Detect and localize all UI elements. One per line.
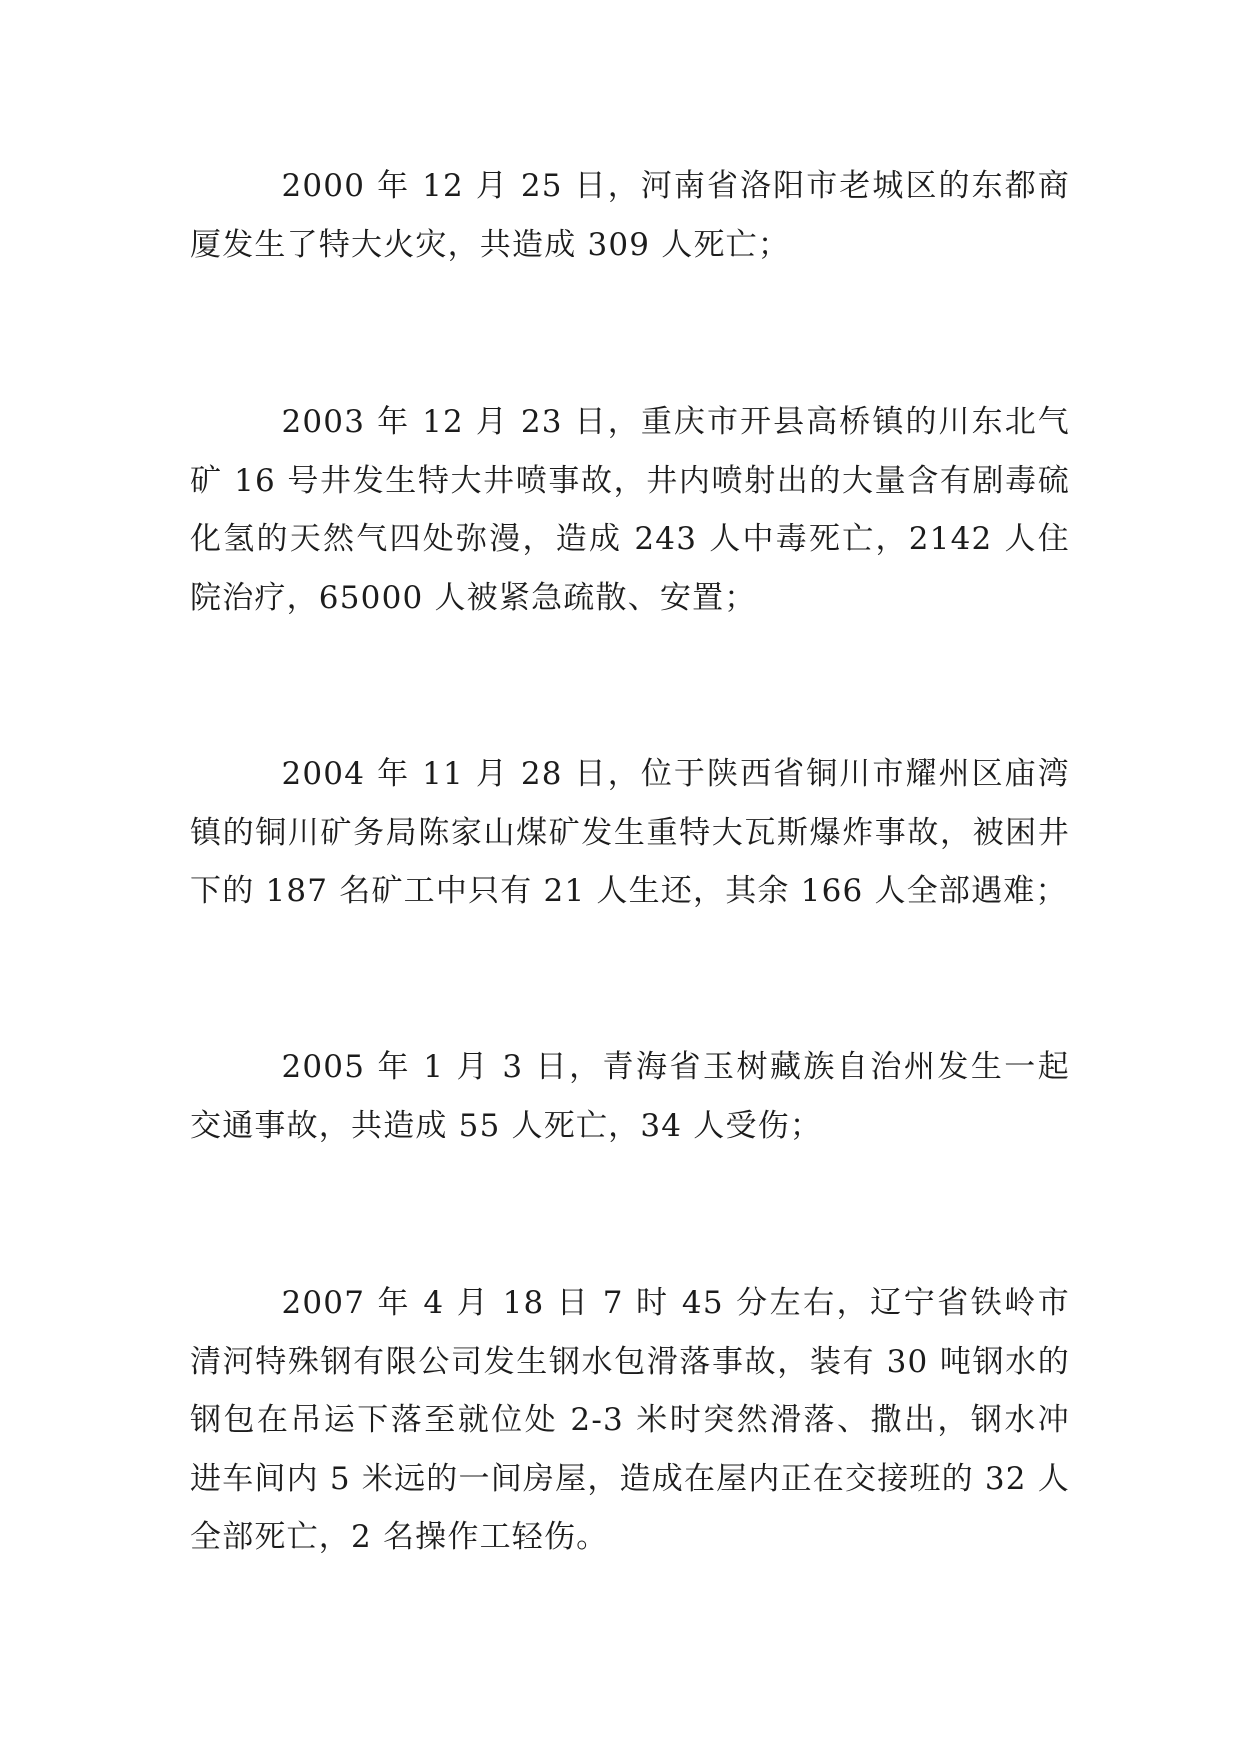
paragraph-2004-mine-explosion: 2004 年 11 月 28 日，位于陕西省铜川市耀州区庙湾镇的铜川矿务局陈家山煤矿发生重特大瓦斯爆炸事故，被困井下的 187 名矿工中只有 21 人生还，其余 166 人全部遇难； bbox=[190, 756, 1070, 909]
paragraph-2007-steel-accident: 2007 年 4 月 18 日 7 时 45 分左右，辽宁省铁岭市清河特殊钢有限公司发生钢水包滑落事故，装有 30 吨钢水的钢包在吊运下落至就位处 2-3 米时突然滑落、撒出，钢水冲进车间内 5 米远的一间房屋，造成在屋内正在交接班的 32 人全部死亡，2 名操作工轻伤。 bbox=[190, 1285, 1070, 1555]
paragraph-2003-gas-blowout: 2003 年 12 月 23 日，重庆市开县高桥镇的川东北气矿 16 号井发生特大井喷事故，井内喷射出的大量含有剧毒硫化氢的天然气四处弥漫，造成 243 人中毒死亡，2142 人住院治疗，65000 人被紧急疏散、安置； bbox=[190, 404, 1070, 616]
paragraph-2005-traffic-accident: 2005 年 1 月 3 日，青海省玉树藏族自治州发生一起交通事故，共造成 55 人死亡，34 人受伤； bbox=[190, 1049, 1070, 1144]
paragraph-2000-fire: 2000 年 12 月 25 日，河南省洛阳市老城区的东都商厦发生了特大火灾，共造成 309 人死亡； bbox=[190, 168, 1070, 263]
